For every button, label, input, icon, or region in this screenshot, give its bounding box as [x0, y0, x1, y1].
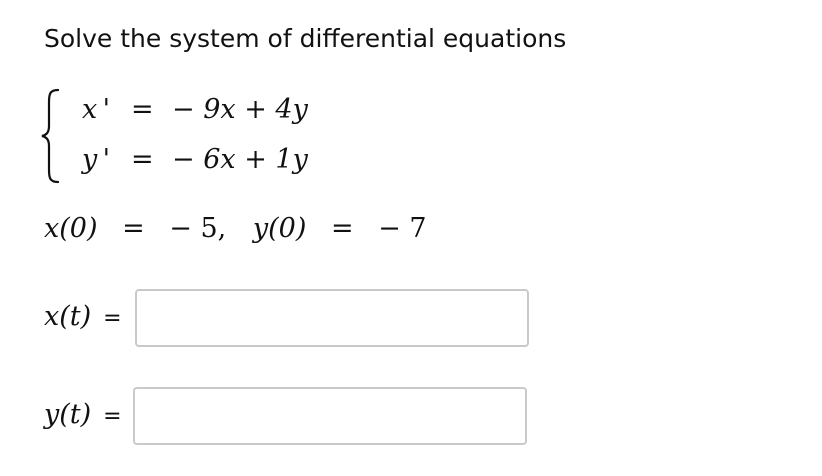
equals-sign: = — [103, 306, 122, 331]
y0-value: − 7 — [378, 213, 427, 244]
initial-conditions — [44, 207, 427, 251]
x-prime: x ' — [82, 94, 111, 125]
y0-label: y(0) — [252, 213, 307, 244]
y-prime-rhs: − 6x + 1y — [172, 144, 308, 175]
equation-system — [40, 86, 360, 186]
equals-sign: = — [131, 94, 154, 125]
x-prime-rhs: − 9x + 4y — [172, 94, 308, 125]
equals-sign: = — [122, 213, 145, 244]
x-answer-label — [44, 295, 122, 339]
equals-sign: = — [131, 144, 154, 175]
y-answer-label — [44, 393, 122, 437]
y-answer-input[interactable] — [133, 387, 527, 445]
equals-sign: = — [103, 404, 122, 429]
x-t-label: x(t) — [44, 301, 92, 332]
x-answer-input[interactable] — [135, 289, 529, 347]
y-t-label: y(t) — [44, 399, 92, 430]
y-prime: y ' — [82, 144, 111, 175]
problem-prompt: Solve the system of differential equations — [44, 24, 567, 53]
x0-value: − 5, — [169, 213, 227, 244]
left-brace — [40, 88, 62, 184]
x0-label: x(0) — [44, 213, 98, 244]
equals-sign: = — [330, 213, 354, 244]
